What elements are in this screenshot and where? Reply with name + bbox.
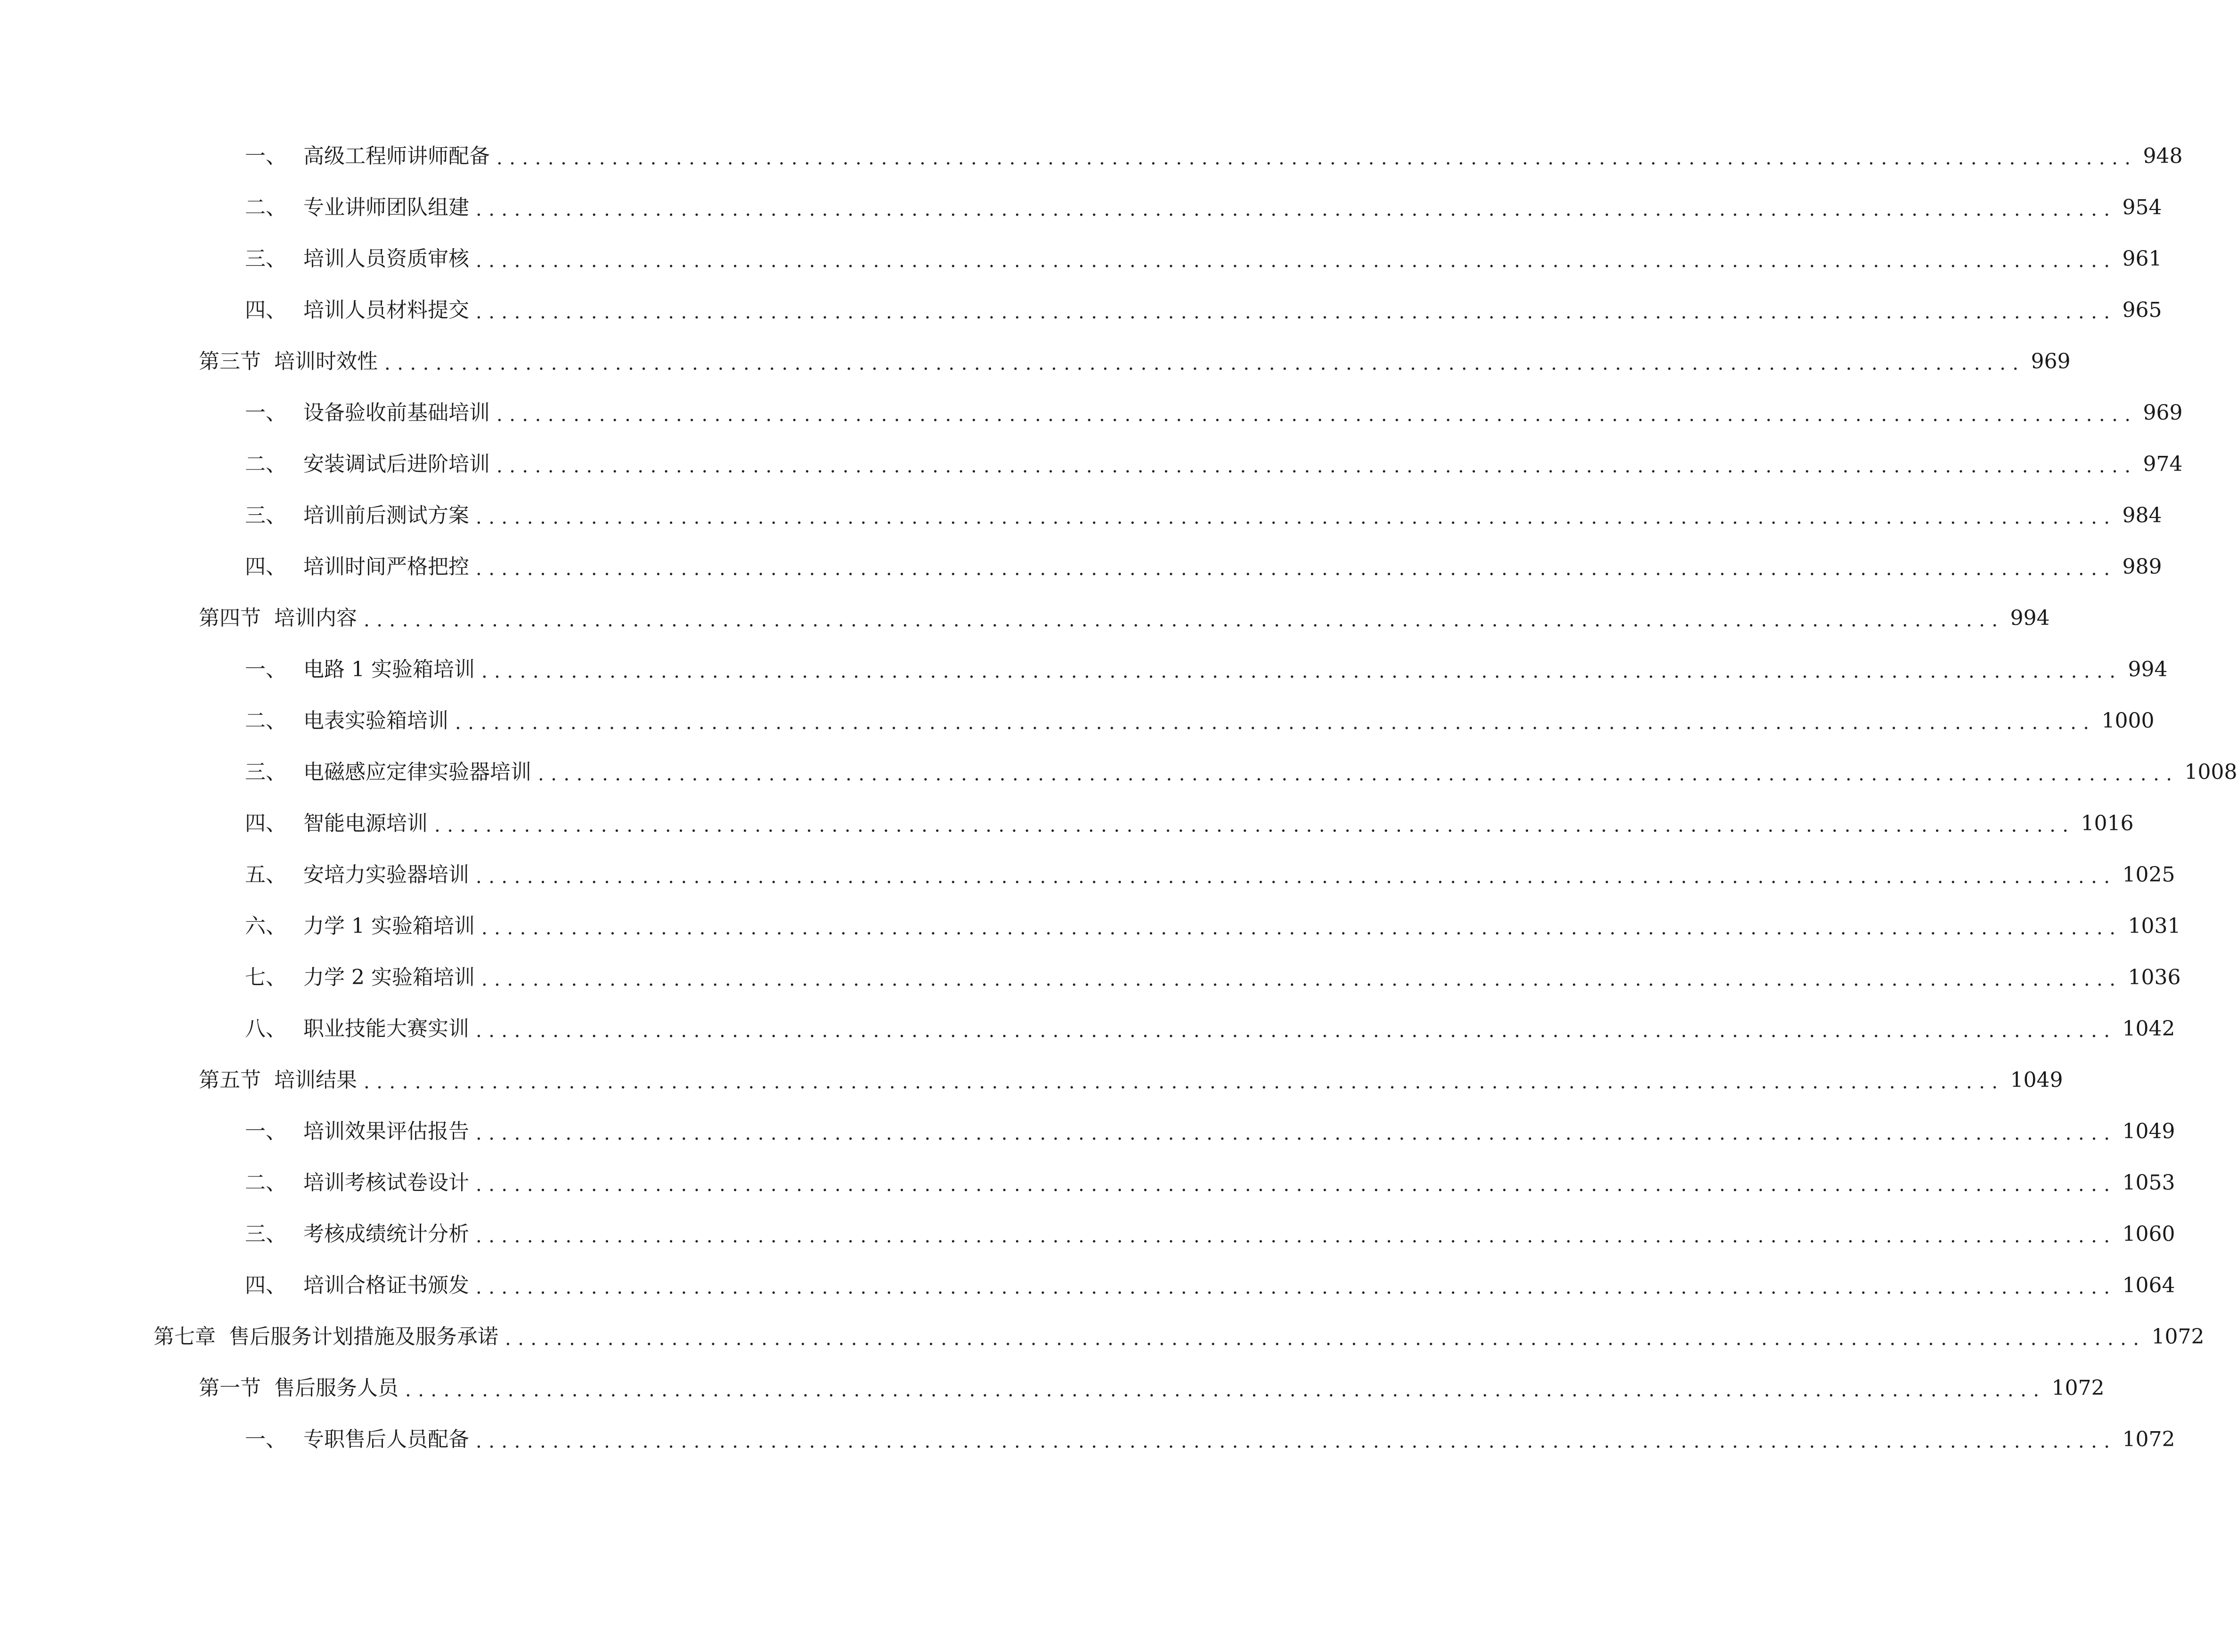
toc-entry[interactable] <box>245 394 2183 432</box>
toc-entry-number: 一、 <box>245 144 286 168</box>
toc-entry-page-number: 948 <box>2143 144 2183 168</box>
toc-entry[interactable] <box>245 1164 2175 1202</box>
toc-entry-title: 培训人员资质审核 <box>303 247 469 271</box>
toc-dot-leader: ................................................................................................................................ <box>405 1379 2046 1401</box>
toc-entry-page-number: 1031 <box>2128 914 2181 938</box>
toc-dot-leader: ................................................................................................................................ <box>476 1020 2117 1042</box>
toc-dot-leader: ................................................................................................................................ <box>476 250 2117 272</box>
toc-entry-title: 设备验收前基础培训 <box>303 401 490 425</box>
toc-entry-title: 安装调试后进阶培训 <box>303 452 490 476</box>
toc-entry-title: 智能电源培训 <box>303 811 428 835</box>
toc-dot-leader: ................................................................................................................................ <box>538 763 2179 785</box>
toc-entry[interactable] <box>245 651 2168 688</box>
toc-entry-title: 培训效果评估报告 <box>303 1119 469 1143</box>
toc-dot-leader: ................................................................................................................................ <box>496 404 2138 426</box>
toc-entry[interactable] <box>245 497 2162 534</box>
toc-entry-title: 职业技能大赛实训 <box>303 1017 469 1041</box>
toc-section-entry[interactable] <box>199 599 2050 637</box>
toc-entry-page-number: 965 <box>2122 298 2162 322</box>
toc-entry[interactable] <box>245 138 2183 175</box>
toc-entry-page-number: 1025 <box>2122 863 2175 887</box>
toc-entry-page-number: 974 <box>2143 452 2183 476</box>
toc-entry-page-number: 994 <box>2010 606 2050 630</box>
toc-dot-leader: ................................................................................................................................ <box>476 199 2117 220</box>
toc-dot-leader: ................................................................................................................................ <box>364 1071 2005 1093</box>
toc-entry-title: 电磁感应定律实验器培训 <box>303 760 531 784</box>
toc-entry-number: 三、 <box>245 1222 286 1246</box>
toc-entry-title: 培训结果 <box>274 1068 357 1092</box>
toc-dot-leader: ................................................................................................................................ <box>481 661 2123 682</box>
toc-entry-number: 七、 <box>245 965 286 989</box>
toc-entry[interactable] <box>245 445 2183 483</box>
toc-entry-title: 培训时间严格把控 <box>303 555 469 579</box>
toc-entry[interactable] <box>245 1421 2175 1458</box>
toc-entry-number: 二、 <box>245 452 286 476</box>
toc-dot-leader: ................................................................................................................................ <box>481 917 2123 939</box>
toc-dot-leader: ................................................................................................................................ <box>476 1174 2117 1196</box>
toc-entry-number: 五、 <box>245 863 286 887</box>
toc-entry-page-number: 1000 <box>2101 709 2155 733</box>
toc-entry-number: 四、 <box>245 298 286 322</box>
toc-entry-page-number: 984 <box>2122 503 2162 527</box>
toc-entry-title: 力学 1 实验箱培训 <box>303 914 475 938</box>
toc-entry-number: 四、 <box>245 555 286 579</box>
toc-chapter-entry[interactable] <box>154 1318 2204 1356</box>
toc-entry-number: 三、 <box>245 247 286 271</box>
toc-entry-number: 一、 <box>245 401 286 425</box>
toc-section-entry[interactable] <box>199 343 2071 381</box>
toc-entry[interactable] <box>245 292 2162 329</box>
toc-entry-title: 培训时效性 <box>274 349 378 373</box>
toc-entry-page-number: 969 <box>2031 349 2071 373</box>
toc-entry[interactable] <box>245 753 2237 791</box>
toc-dot-leader: ................................................................................................................................ <box>455 712 2096 734</box>
toc-entry-number: 第七章 <box>154 1325 216 1349</box>
toc-entry-title: 专业讲师团队组建 <box>303 195 469 219</box>
toc-entry-title: 培训考核试卷设计 <box>303 1171 469 1195</box>
toc-dot-leader: ................................................................................................................................ <box>476 1431 2117 1452</box>
toc-entry-number: 一、 <box>245 1119 286 1143</box>
toc-entry[interactable] <box>245 702 2155 740</box>
toc-entry[interactable] <box>245 548 2162 586</box>
toc-entry[interactable] <box>245 1215 2175 1253</box>
toc-entry-title: 电表实验箱培训 <box>303 709 448 733</box>
toc-dot-leader: ................................................................................................................................ <box>476 558 2117 580</box>
toc-entry-number: 三、 <box>245 760 286 784</box>
toc-entry-title: 安培力实验器培训 <box>303 863 469 887</box>
toc-entry-number: 二、 <box>245 1171 286 1195</box>
toc-entry-number: 第一节 <box>199 1376 261 1400</box>
toc-entry-title: 考核成绩统计分析 <box>303 1222 469 1246</box>
toc-section-entry[interactable] <box>199 1369 2105 1407</box>
toc-entry-title: 培训内容 <box>274 606 357 630</box>
toc-entry[interactable] <box>245 189 2162 227</box>
toc-dot-leader: ................................................................................................................................ <box>364 609 2005 631</box>
toc-entry-page-number: 1042 <box>2122 1017 2175 1041</box>
toc-entry-page-number: 954 <box>2122 195 2162 219</box>
toc-entry-title: 培训前后测试方案 <box>303 503 469 527</box>
toc-section-entry[interactable] <box>199 1061 2063 1099</box>
toc-entry[interactable] <box>245 1113 2175 1150</box>
toc-entry-page-number: 1008 <box>2184 760 2237 784</box>
toc-entry-page-number: 1049 <box>2010 1068 2063 1092</box>
toc-entry-number: 四、 <box>245 811 286 835</box>
toc-entry-number: 二、 <box>245 195 286 219</box>
toc-entry-page-number: 969 <box>2143 401 2183 425</box>
toc-entry-number: 第四节 <box>199 606 261 630</box>
toc-entry-page-number: 1049 <box>2122 1119 2175 1143</box>
toc-entry-number: 四、 <box>245 1273 286 1297</box>
toc-dot-leader: ................................................................................................................................ <box>476 507 2117 528</box>
toc-entry-title: 培训合格证书颁发 <box>303 1273 469 1297</box>
toc-entry[interactable] <box>245 1010 2175 1048</box>
toc-entry-title: 力学 2 实验箱培训 <box>303 965 475 989</box>
toc-dot-leader: ................................................................................................................................ <box>476 301 2117 323</box>
toc-entry-page-number: 994 <box>2128 657 2168 681</box>
toc-entry[interactable] <box>245 959 2181 996</box>
toc-entry-title: 专职售后人员配备 <box>303 1427 469 1451</box>
toc-dot-leader: ................................................................................................................................ <box>496 147 2138 169</box>
toc-entry[interactable] <box>245 907 2181 945</box>
toc-entry-title: 售后服务计划措施及服务承诺 <box>229 1325 498 1349</box>
toc-entry-page-number: 1064 <box>2122 1273 2175 1297</box>
toc-entry-number: 六、 <box>245 914 286 938</box>
toc-entry-number: 一、 <box>245 1427 286 1451</box>
toc-entry-page-number: 1016 <box>2081 811 2134 835</box>
toc-entry-page-number: 1036 <box>2128 965 2181 989</box>
toc-dot-leader: ................................................................................................................................ <box>434 815 2075 836</box>
toc-entry-page-number: 989 <box>2122 555 2162 579</box>
toc-entry-page-number: 1060 <box>2122 1222 2175 1246</box>
toc-entry-page-number: 1072 <box>2151 1325 2204 1349</box>
toc-entry[interactable] <box>245 1267 2175 1304</box>
toc-entry-page-number: 1072 <box>2122 1427 2175 1451</box>
toc-entry[interactable] <box>245 856 2175 894</box>
toc-entry-number: 第三节 <box>199 349 261 373</box>
toc-dot-leader: ................................................................................................................................ <box>476 1277 2117 1298</box>
toc-dot-leader: ................................................................................................................................ <box>481 969 2123 990</box>
toc-entry-page-number: 1053 <box>2122 1171 2175 1195</box>
toc-dot-leader: ................................................................................................................................ <box>505 1328 2146 1350</box>
toc-entry-title: 培训人员材料提交 <box>303 298 469 322</box>
toc-dot-leader: ................................................................................................................................ <box>476 1225 2117 1247</box>
toc-entry-title: 售后服务人员 <box>274 1376 399 1400</box>
toc-entry-page-number: 961 <box>2122 247 2162 271</box>
toc-entry-title: 电路 1 实验箱培训 <box>303 657 475 681</box>
toc-entry-number: 八、 <box>245 1017 286 1041</box>
toc-entry-number: 第五节 <box>199 1068 261 1092</box>
toc-entry-number: 二、 <box>245 709 286 733</box>
toc-dot-leader: ................................................................................................................................ <box>384 353 2026 374</box>
toc-entry-number: 三、 <box>245 503 286 527</box>
toc-entry-page-number: 1072 <box>2051 1376 2105 1400</box>
toc-entry-title: 高级工程师讲师配备 <box>303 144 490 168</box>
toc-dot-leader: ................................................................................................................................ <box>476 866 2117 888</box>
toc-dot-leader: ................................................................................................................................ <box>476 1123 2117 1144</box>
toc-entry-number: 一、 <box>245 657 286 681</box>
toc-entry[interactable] <box>245 240 2162 278</box>
toc-dot-leader: ................................................................................................................................ <box>496 455 2138 477</box>
toc-entry[interactable] <box>245 805 2134 842</box>
